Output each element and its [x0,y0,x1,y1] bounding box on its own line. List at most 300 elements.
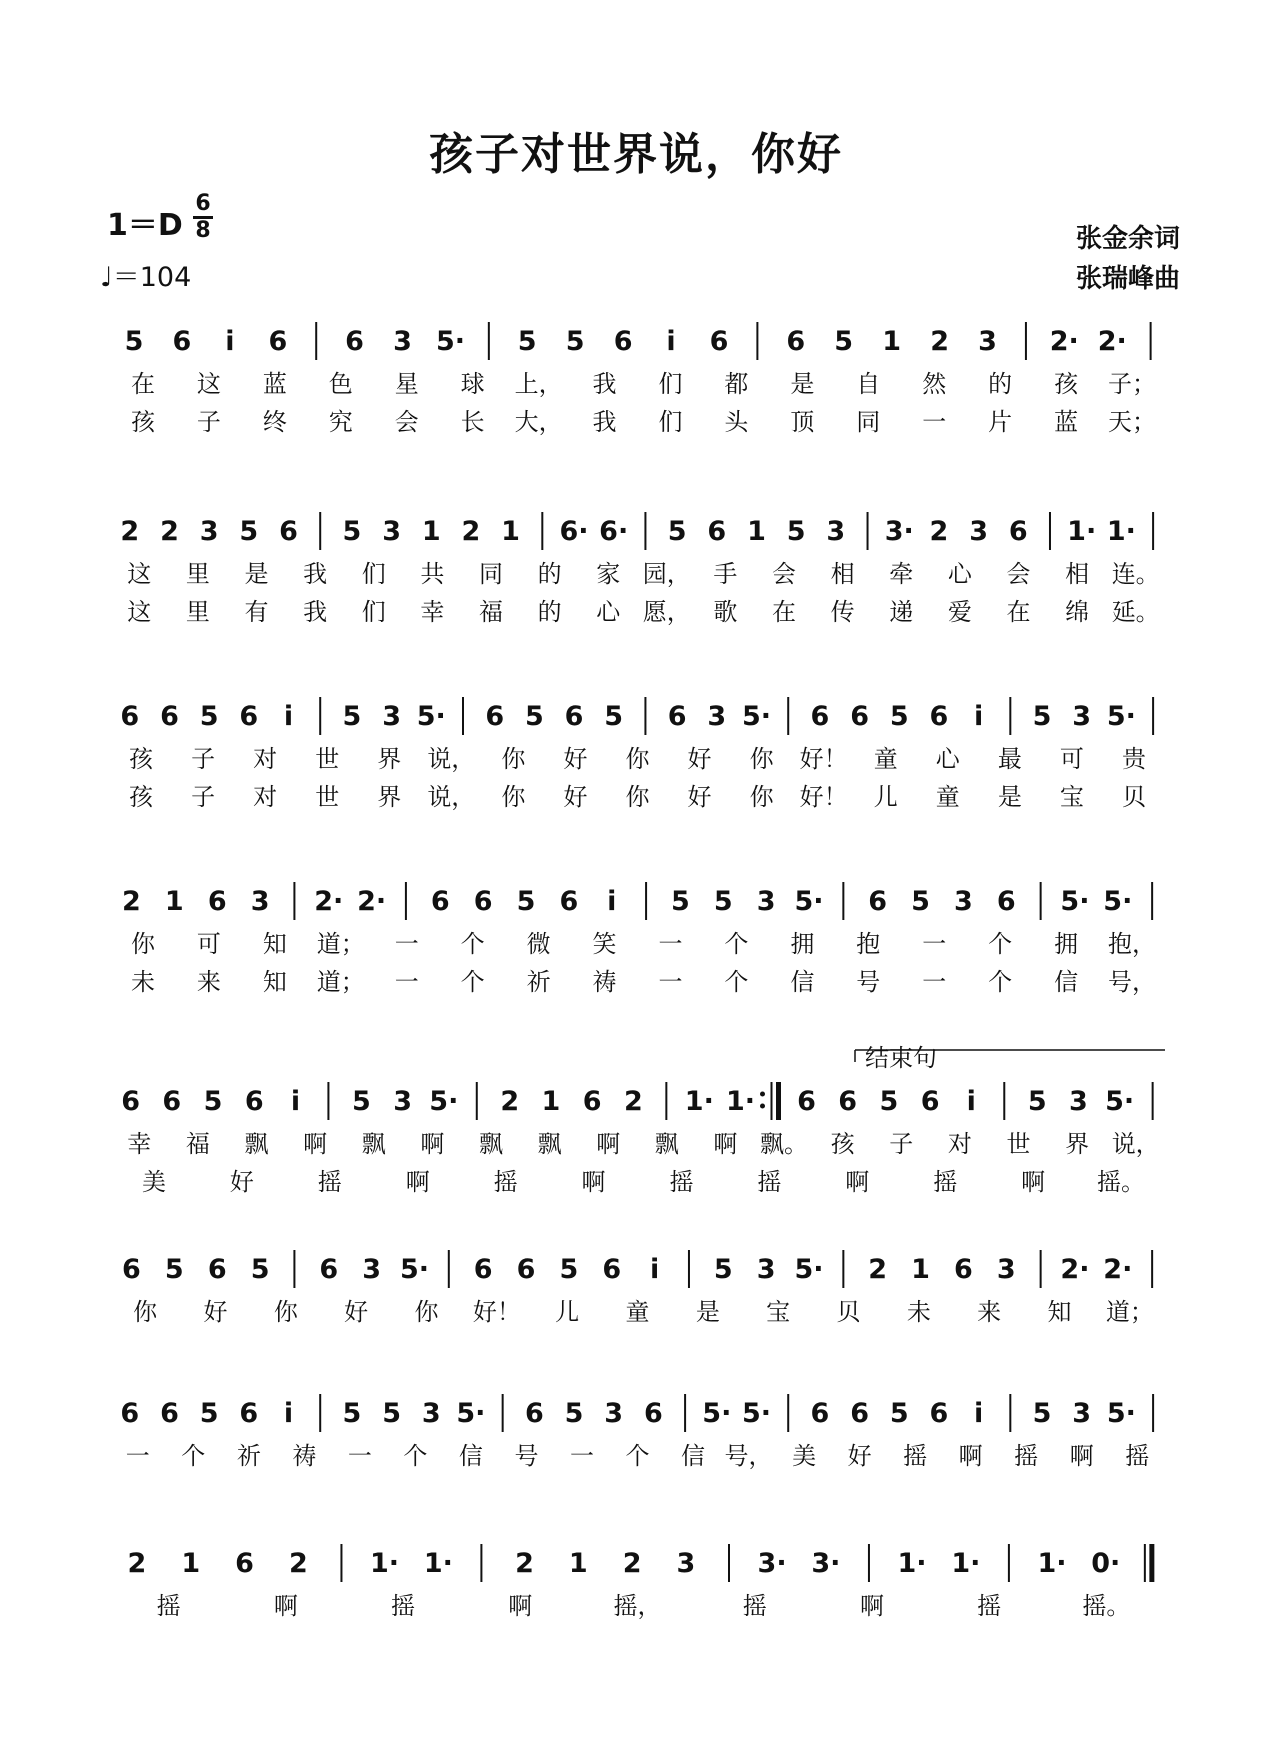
lyric-verse-2: 子 [196,408,221,436]
lyric-verse-1: 一 [658,930,683,958]
lyric-verse-1: 星 [394,370,419,398]
lyric-verse-1: 啊 [420,1130,445,1158]
lyric-verse-1: 会 [772,560,797,588]
lyric-verse-2: 一 [922,968,947,996]
note: 2· [1049,326,1079,357]
lyric-verse-1: 啊 [1069,1442,1094,1470]
note: 5· [435,326,466,357]
lyric-verse-2: 号， [1108,968,1157,996]
note: 5 [124,326,144,357]
note: 6 [516,1254,536,1285]
note: 1· [1106,516,1136,547]
lyric-verse-1: 你 [273,1298,298,1326]
note: 3 [362,1254,382,1285]
lyric-verse-1: 知 [1047,1298,1072,1326]
lyric-verse-1: 是 [790,370,815,398]
note: 6 [1008,516,1028,547]
lyric-verse-2: 愿， [642,598,691,626]
note: 6 [244,1086,264,1117]
note: 6 [160,701,179,732]
note: 3 [393,326,412,357]
note: 5 [911,886,930,917]
note: 1 [747,516,766,547]
note: 5 [786,516,806,547]
note: 6 [172,326,192,357]
lyric-verse-2: 这 [127,598,152,626]
lyric-verse-1: 球 [460,370,485,398]
note: 5· [456,1398,486,1429]
note: 3 [707,701,727,732]
note: 5· [1105,1086,1135,1117]
note: 5 [1032,701,1052,732]
note: 1· [684,1086,714,1117]
note: 6 [162,1086,182,1117]
note: 2· [1097,326,1127,357]
note: 2· [1060,1254,1090,1285]
lyric-verse-2: 你 [501,783,526,811]
note: i [283,701,294,732]
lyric-verse-2: 同 [856,408,881,436]
note: 6 [996,886,1016,917]
note: 6 [473,886,493,917]
note: 1 [882,326,902,357]
note: 2 [868,1254,888,1285]
lyric-verse-1: 童 [873,745,898,773]
note: 3 [604,1398,624,1429]
note: 6 [582,1086,602,1117]
note: 2 [122,886,141,917]
note: 3 [382,516,401,547]
note: 5 [517,326,537,357]
lyric-verse-2: 道； [316,968,365,996]
note: 2 [160,516,179,547]
lyric-verse-1: 宝 [766,1298,791,1326]
lyric-verse-2: 好 [687,783,712,811]
lyric-verse-1: 们 [361,560,386,588]
note: 6 [868,886,888,917]
note: 6 [643,1398,663,1429]
note: i [290,1086,301,1117]
lyric-verse-1: 拥 [790,930,815,958]
lyric-verse-1: 连。 [1111,560,1160,588]
note: 5 [199,701,219,732]
note: 2 [288,1548,308,1579]
lyric-verse-1: 说， [427,745,476,773]
lyric-verse-1: 世 [315,745,340,773]
note: 6 [160,1398,179,1429]
lyric-verse-1: 世 [1006,1130,1031,1158]
lyric-verse-2: 我 [303,598,328,626]
note: 3 [382,701,401,732]
lyric-verse-2: 贝 [1121,783,1146,811]
lyric-verse-1: 抱 [856,930,881,958]
lyric-verse-2: 啊 [581,1168,606,1196]
note: 6 [810,1398,830,1429]
note: 5· [1106,701,1136,732]
lyric-verse-1: 相 [830,560,855,588]
note: 6 [850,701,870,732]
lyric-verse-2: 你 [749,783,774,811]
lyric-verse-2: 宝 [1059,783,1084,811]
lyric-verse-1: 里 [185,560,210,588]
note: 5· [702,1398,732,1429]
note: 5· [1106,1398,1136,1429]
note: 3 [826,516,846,547]
lyric-verse-2: 摇 [317,1168,342,1196]
lyric-verse-1: 未 [906,1298,931,1326]
note: 5· [794,1254,824,1285]
repeat-dot [760,1104,765,1109]
lyric-verse-2: 大， [514,408,563,436]
lyric-verse-2: 心 [596,598,621,626]
lyric-verse-2: 递 [889,598,914,626]
lyric-verse-1: 你 [501,745,526,773]
lyric-verse-1: 个 [403,1442,428,1470]
lyric-verse-1: 知 [262,930,287,958]
lyric-verse-1: 飘 [478,1130,503,1158]
note: 5 [559,1254,579,1285]
lyric-verse-1: 你 [749,745,774,773]
lyric-verse-1: 园， [642,560,691,588]
note: 6 [120,1398,140,1429]
note: 6· [559,516,589,547]
lyric-verse-1: 笑 [592,930,617,958]
lyric-verse-1: 个 [625,1442,650,1470]
lyric-verse-2: 儿 [873,783,898,811]
note: 1 [541,1086,561,1117]
note: i [666,326,676,357]
meter-top: 6 [195,191,211,216]
lyric-verse-2: 啊 [1021,1168,1046,1196]
lyric-verse-2: 好 [563,783,588,811]
lyric-verse-1: 美 [792,1442,817,1470]
lyric-verse-1: 啊 [958,1442,983,1470]
lyric-verse-2: 祷 [592,968,617,996]
lyric-verse-1: 你 [133,1298,158,1326]
lyric-verse-2: 啊 [845,1168,870,1196]
lyric-verse-1: 啊 [303,1130,328,1158]
note: 6 [239,701,259,732]
lyric-verse-1: 个 [181,1442,206,1470]
lyric-verse-1: 一 [394,930,419,958]
note: 6 [797,1086,816,1117]
note: 1· [1037,1548,1067,1579]
note: 5 [667,516,687,547]
lyric-verse-2: 来 [196,968,221,996]
lyric-verse-1: 色 [328,370,353,398]
lyric-verse-1: 微 [526,930,551,958]
lyric-verse-1: 孩 [129,745,154,773]
note: 5 [382,1398,401,1429]
lyric-verse-1: 个 [988,930,1013,958]
lyricist-credit: 张金余词 [1075,224,1180,254]
note: 6 [929,701,949,732]
note: i [225,326,235,357]
lyric-verse-2: 好！ [799,783,848,811]
lyric-verse-1: 儿 [555,1298,580,1326]
lyric-verse-2: 顶 [790,408,815,436]
note: 6 [268,326,288,357]
lyric-verse-1: 界 [377,745,402,773]
lyric-verse-1: 摇 [903,1442,928,1470]
lyric-verse-2: 们 [658,408,683,436]
lyric-verse-1: 一 [125,1442,150,1470]
lyric-verse-2: 好 [229,1168,254,1196]
lyric-verse-2: 一 [658,968,683,996]
note: 5 [670,886,690,917]
lyric-verse-1: 孩 [830,1130,855,1158]
note: 6 [122,1254,141,1285]
lyric-verse-1: 个 [460,930,485,958]
note: 6 [430,886,450,917]
composer-credit: 张瑞峰曲 [1075,264,1180,294]
note: 3 [954,886,973,917]
lyric-verse-1: 们 [658,370,683,398]
note: 0· [1091,1548,1121,1579]
note: 5 [889,1398,909,1429]
note: 6 [838,1086,858,1117]
lyric-verse-2: 界 [377,783,402,811]
lyric-verse-1: 你 [625,745,650,773]
note: 6 [602,1254,622,1285]
lyric-verse-1: 来 [977,1298,1002,1326]
note: 5 [203,1086,223,1117]
note: 5 [342,701,362,732]
note: 6 [810,701,830,732]
lyric-verse-1: 飘 [361,1130,386,1158]
lyric-verse-1: 摇。 [1082,1592,1131,1620]
lyric-verse-2: 福 [478,598,503,626]
lyric-verse-1: 相 [1065,560,1090,588]
note: 5 [713,1254,733,1285]
note: 5 [879,1086,899,1117]
lyric-verse-1: 可 [1059,745,1084,773]
lyric-verse-2: 蓝 [1054,408,1079,436]
note: 1 [568,1548,588,1579]
lyric-verse-2: 子 [191,783,216,811]
lyric-verse-2: 究 [328,408,353,436]
note: 5 [164,1254,184,1285]
note: 3· [757,1548,787,1579]
lyric-verse-2: 对 [253,783,278,811]
note: 6 [920,1086,940,1117]
lyric-verse-2: 头 [724,408,749,436]
note: 3 [756,1254,776,1285]
lyric-verse-1: 然 [922,370,947,398]
lyric-verse-2: 个 [724,968,749,996]
lyric-verse-1: 孩 [1054,370,1079,398]
lyric-verse-1: 自 [856,370,881,398]
lyric-verse-2: 片 [988,408,1013,436]
lyric-verse-2: 有 [244,598,269,626]
note: 5· [794,886,824,917]
lyric-verse-1: 上， [514,370,563,398]
note: 5 [239,516,259,547]
lyric-verse-1: 蓝 [262,370,287,398]
note: i [966,1086,976,1117]
lyric-verse-1: 号， [724,1442,773,1470]
note: 2 [127,1548,147,1579]
lyric-verse-2: 的 [537,598,562,626]
note: 2 [500,1086,520,1117]
lyric-verse-2: 一 [394,968,419,996]
repeat-dot [760,1092,765,1097]
note: 6 [345,326,364,357]
lyric-verse-1: 抱， [1108,930,1157,958]
note: 6 [485,701,505,732]
note: i [283,1398,294,1429]
lyric-verse-2: 延。 [1111,598,1160,626]
lyric-verse-1: 幸 [127,1130,152,1158]
note: 2 [929,516,949,547]
note: 5· [1060,886,1090,917]
note: 5 [1032,1398,1052,1429]
note: 2 [461,516,481,547]
note: 5 [889,701,909,732]
lyric-verse-1: 在 [130,370,155,398]
lyric-verse-2: 绵 [1065,598,1090,626]
lyric-verse-1: 啊 [596,1130,621,1158]
lyric-verse-1: 贵 [1121,745,1146,773]
lyric-verse-2: 长 [460,408,485,436]
lyric-verse-1: 我 [592,370,617,398]
lyric-verse-1: 我 [303,560,328,588]
lyric-verse-2: 信 [790,968,815,996]
note: 1· [1067,516,1097,547]
lyric-verse-2: 摇 [933,1168,958,1196]
lyric-verse-2: 传 [830,598,855,626]
lyric-verse-1: 飘 [537,1130,562,1158]
lyric-verse-1: 家 [596,560,621,588]
lyric-verse-1: 信 [681,1442,706,1470]
note: 5· [741,1398,772,1429]
lyric-verse-1: 一 [922,930,947,958]
note: i [973,1398,984,1429]
lyric-verse-1: 一 [569,1442,594,1470]
lyric-verse-1: 祈 [236,1442,261,1470]
lyric-verse-1: 飘。 [760,1130,809,1158]
lyric-verse-2: 摇 [669,1168,694,1196]
lyric-verse-2: 世 [315,783,340,811]
lyric-verse-2: 啊 [405,1168,430,1196]
song-title: 孩子对世界说，你好 [429,129,843,180]
note: 5 [713,886,733,917]
note: 2· [1103,1254,1133,1285]
note: 5 [834,326,854,357]
note: 3 [250,886,270,917]
lyric-verse-2: 知 [262,968,287,996]
note: 3 [199,516,219,547]
note: 5· [429,1086,459,1117]
note: 5· [416,701,446,732]
lyric-verse-1: 对 [253,745,278,773]
note: 6 [709,326,729,357]
note: 3· [884,516,914,547]
lyric-verse-1: 心 [947,560,972,588]
lyric-verse-2: 们 [361,598,386,626]
lyric-verse-2: 你 [625,783,650,811]
note: 6 [564,701,584,732]
lyric-verse-1: 最 [997,745,1022,773]
note: 1· [423,1548,453,1579]
note: 6 [559,886,579,917]
note: 1· [726,1086,756,1117]
lyric-verse-1: 的 [988,370,1013,398]
note: 1 [181,1548,201,1579]
lyric-verse-1: 好 [687,745,712,773]
note: 5 [351,1086,371,1117]
note: 1 [501,516,520,547]
note: 5· [741,701,772,732]
note: 3· [811,1548,841,1579]
lyric-verse-1: 童 [625,1298,650,1326]
lyric-verse-1: 摇 [742,1592,767,1620]
note: 5 [342,1398,362,1429]
note: 3 [1072,701,1092,732]
lyric-verse-1: 好！ [472,1298,521,1326]
lyric-verse-2: 是 [997,783,1022,811]
lyric-verse-2: 祈 [526,968,551,996]
lyric-verse-2: 童 [935,783,960,811]
note: 6 [707,516,727,547]
lyric-verse-1: 是 [244,560,269,588]
note: 1 [164,886,184,917]
key-signature: 1＝D [107,208,183,243]
lyric-verse-1: 好 [847,1442,872,1470]
lyric-verse-1: 同 [478,560,503,588]
note: 6 [121,1086,141,1117]
note: 2 [120,516,140,547]
note: 3 [421,1398,441,1429]
lyric-verse-2: 号 [856,968,881,996]
note: 5 [565,326,585,357]
lyric-verse-1: 摇 [977,1592,1002,1620]
lyric-verse-2: 美 [141,1168,166,1196]
lyric-verse-1: 你 [414,1298,439,1326]
note: 5· [399,1254,430,1285]
lyric-verse-1: 道； [316,930,365,958]
lyric-verse-2: 在 [1006,598,1031,626]
note: 3 [978,326,997,357]
lyric-verse-1: 好 [203,1298,228,1326]
lyric-verse-1: 啊 [508,1592,533,1620]
note: 5 [524,701,544,732]
lyric-verse-2: 里 [185,598,210,626]
note: 3 [969,516,988,547]
lyric-verse-1: 飘 [654,1130,679,1158]
lyric-verse-1: 界 [1065,1130,1090,1158]
note: 6 [524,1398,544,1429]
note: 1· [897,1548,927,1579]
lyric-verse-1: 好 [563,745,588,773]
note: 2 [623,1086,643,1117]
lyric-verse-2: 摇 [493,1168,518,1196]
note: 6 [954,1254,973,1285]
lyric-verse-1: 是 [695,1298,720,1326]
lyric-verse-1: 都 [724,370,749,398]
lyric-verse-2: 孩 [130,408,155,436]
note: 3 [996,1254,1016,1285]
lyric-verse-2: 未 [130,968,155,996]
lyric-verse-2: 个 [988,968,1013,996]
note: 2 [930,326,950,357]
lyric-verse-2: 幸 [420,598,445,626]
lyric-verse-1: 子； [1108,370,1157,398]
note: i [607,886,617,917]
lyric-verse-1: 贝 [836,1298,861,1326]
note: 1· [369,1548,400,1579]
lyric-verse-2: 终 [262,408,287,436]
